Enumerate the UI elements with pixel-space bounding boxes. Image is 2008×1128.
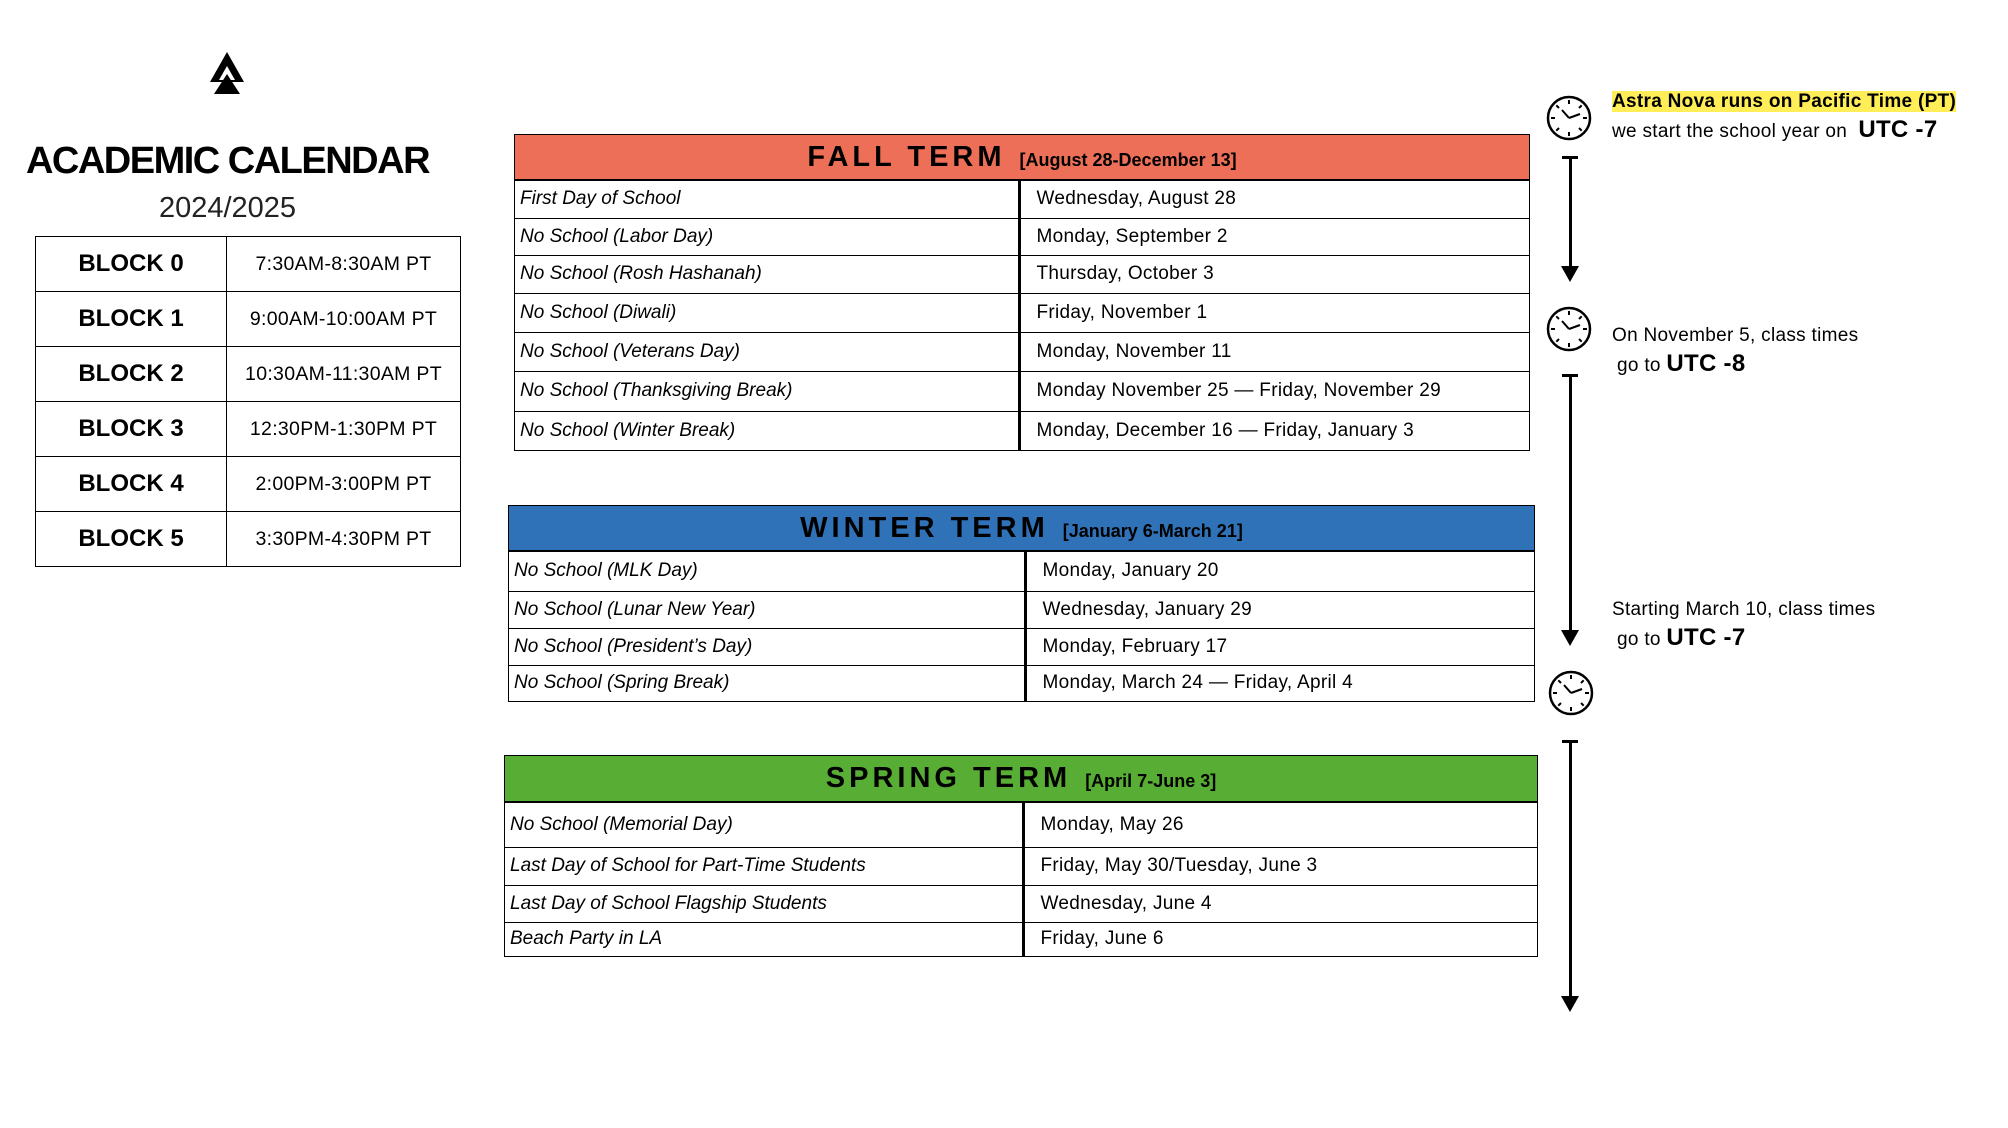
block-row (36, 512, 461, 567)
term-name: FALL TERM (807, 140, 1006, 173)
event-name: No School (Labor Day) (515, 218, 1019, 255)
term-date-range: [April 7-June 3] (1085, 771, 1217, 791)
clock-icon (1546, 95, 1592, 141)
event-name: No School (Lunar New Year) (509, 591, 1025, 628)
table-row (505, 885, 1537, 922)
table-row (509, 665, 1534, 701)
pacific-time-highlight: Astra Nova runs on Pacific Time (PT) (1612, 91, 1957, 112)
note-text: we start the school year on (1612, 121, 1848, 142)
arrow-down-icon (1561, 996, 1579, 1012)
event-date: Friday, June 6 (1023, 922, 1537, 956)
event-date: Monday, December 16 — Friday, January 3 (1019, 411, 1529, 450)
event-name: No School (Diwali) (515, 293, 1019, 332)
event-date: Monday, September 2 (1019, 218, 1529, 255)
timeline-line (1569, 156, 1572, 268)
event-date: Friday, May 30/Tuesday, June 3 (1023, 847, 1537, 885)
table-row (505, 922, 1537, 956)
event-date: Thursday, October 3 (1019, 255, 1529, 293)
event-date: Wednesday, January 29 (1025, 591, 1534, 628)
table-row (509, 628, 1534, 665)
table-row (515, 371, 1529, 411)
event-date: Monday, February 17 (1025, 628, 1534, 665)
event-name: No School (Spring Break) (509, 665, 1025, 701)
timezone-note-march (1612, 596, 1875, 654)
table-row (509, 591, 1534, 628)
event-date: Monday, November 11 (1019, 332, 1529, 371)
block-name: BLOCK 2 (36, 347, 227, 402)
utc-offset: UTC -7 (1666, 624, 1746, 651)
block-row (36, 402, 461, 457)
timeline-line (1569, 374, 1572, 632)
block-time: 2:00PM-3:00PM PT (227, 457, 461, 512)
table-row (505, 803, 1537, 847)
block-row (36, 237, 461, 292)
block-name: BLOCK 0 (36, 237, 227, 292)
event-name: No School (MLK Day) (509, 552, 1025, 591)
utc-offset: UTC -8 (1666, 350, 1746, 377)
term-date-range: [January 6-March 21] (1062, 520, 1243, 541)
block-time: 9:00AM-10:00AM PT (227, 292, 461, 347)
table-row (515, 255, 1529, 293)
school-year: 2024/2025 (158, 192, 297, 224)
event-date: Monday November 25 — Friday, November 29 (1019, 371, 1529, 411)
table-row (515, 411, 1529, 450)
note-prefix: go to (1617, 355, 1661, 376)
arrow-down-icon (1561, 266, 1579, 282)
event-name: No School (Rosh Hashanah) (515, 255, 1019, 293)
clock-icon (1546, 306, 1592, 352)
block-row (36, 457, 461, 512)
block-time: 7:30AM-8:30AM PT (227, 237, 461, 292)
fall-term-table (514, 134, 1530, 451)
timeline-line (1569, 740, 1572, 998)
note-text: Starting March 10, class times (1612, 599, 1876, 620)
block-name: BLOCK 5 (36, 512, 227, 567)
event-name: Last Day of School for Part-Time Students (505, 847, 1023, 885)
fall-term-header (515, 135, 1529, 181)
term-name: SPRING TERM (825, 762, 1072, 794)
block-name: BLOCK 3 (36, 402, 227, 457)
table-row (515, 181, 1529, 218)
event-date: Friday, November 1 (1019, 293, 1529, 332)
table-row (509, 552, 1534, 591)
block-time: 3:30PM-4:30PM PT (227, 512, 461, 567)
winter-term-header (509, 506, 1534, 552)
block-name: BLOCK 1 (36, 292, 227, 347)
block-schedule-table (35, 236, 461, 567)
event-date: Wednesday, August 28 (1036, 188, 1237, 210)
block-row (36, 292, 461, 347)
astra-nova-logo (210, 52, 244, 94)
block-time: 10:30AM-11:30AM PT (227, 347, 461, 402)
table-row (515, 218, 1529, 255)
table-row (515, 293, 1529, 332)
event-date: Monday, March 24 — Friday, April 4 (1025, 665, 1534, 701)
term-date-range: [August 28-December 13] (1019, 149, 1237, 170)
event-name: No School (President’s Day) (509, 628, 1025, 665)
arrow-down-icon (1561, 630, 1579, 646)
spring-term-header (505, 756, 1537, 803)
page-title: ACADEMIC CALENDAR (25, 140, 430, 182)
timezone-note-november (1612, 322, 1858, 380)
winter-term-table (508, 505, 1535, 702)
event-date: Monday, May 26 (1040, 813, 1184, 835)
term-name: WINTER TERM (800, 511, 1049, 544)
spring-term-table (504, 755, 1538, 957)
note-text: On November 5, class times (1612, 325, 1859, 346)
block-time: 12:30PM-1:30PM PT (227, 402, 461, 457)
block-row (36, 347, 461, 402)
event-name: No School (Veterans Day) (515, 332, 1019, 371)
note-prefix: go to (1617, 629, 1661, 650)
table-row (505, 847, 1537, 885)
event-name: No School (Thanksgiving Break) (515, 371, 1019, 411)
event-name: No School (Winter Break) (515, 411, 1019, 450)
table-row (515, 332, 1529, 371)
event-name: Beach Party in LA (505, 922, 1023, 956)
event-date: Wednesday, June 4 (1023, 885, 1537, 922)
utc-offset: UTC -7 (1858, 116, 1938, 143)
event-name: Last Day of School Flagship Students (505, 885, 1023, 922)
clock-icon (1548, 670, 1594, 716)
event-date: Monday, January 20 (1042, 560, 1219, 582)
block-name: BLOCK 4 (36, 457, 227, 512)
event-name: First Day of School (515, 181, 1019, 218)
event-name: No School (Memorial Day) (505, 803, 1023, 847)
timezone-note-start (1612, 88, 1956, 146)
